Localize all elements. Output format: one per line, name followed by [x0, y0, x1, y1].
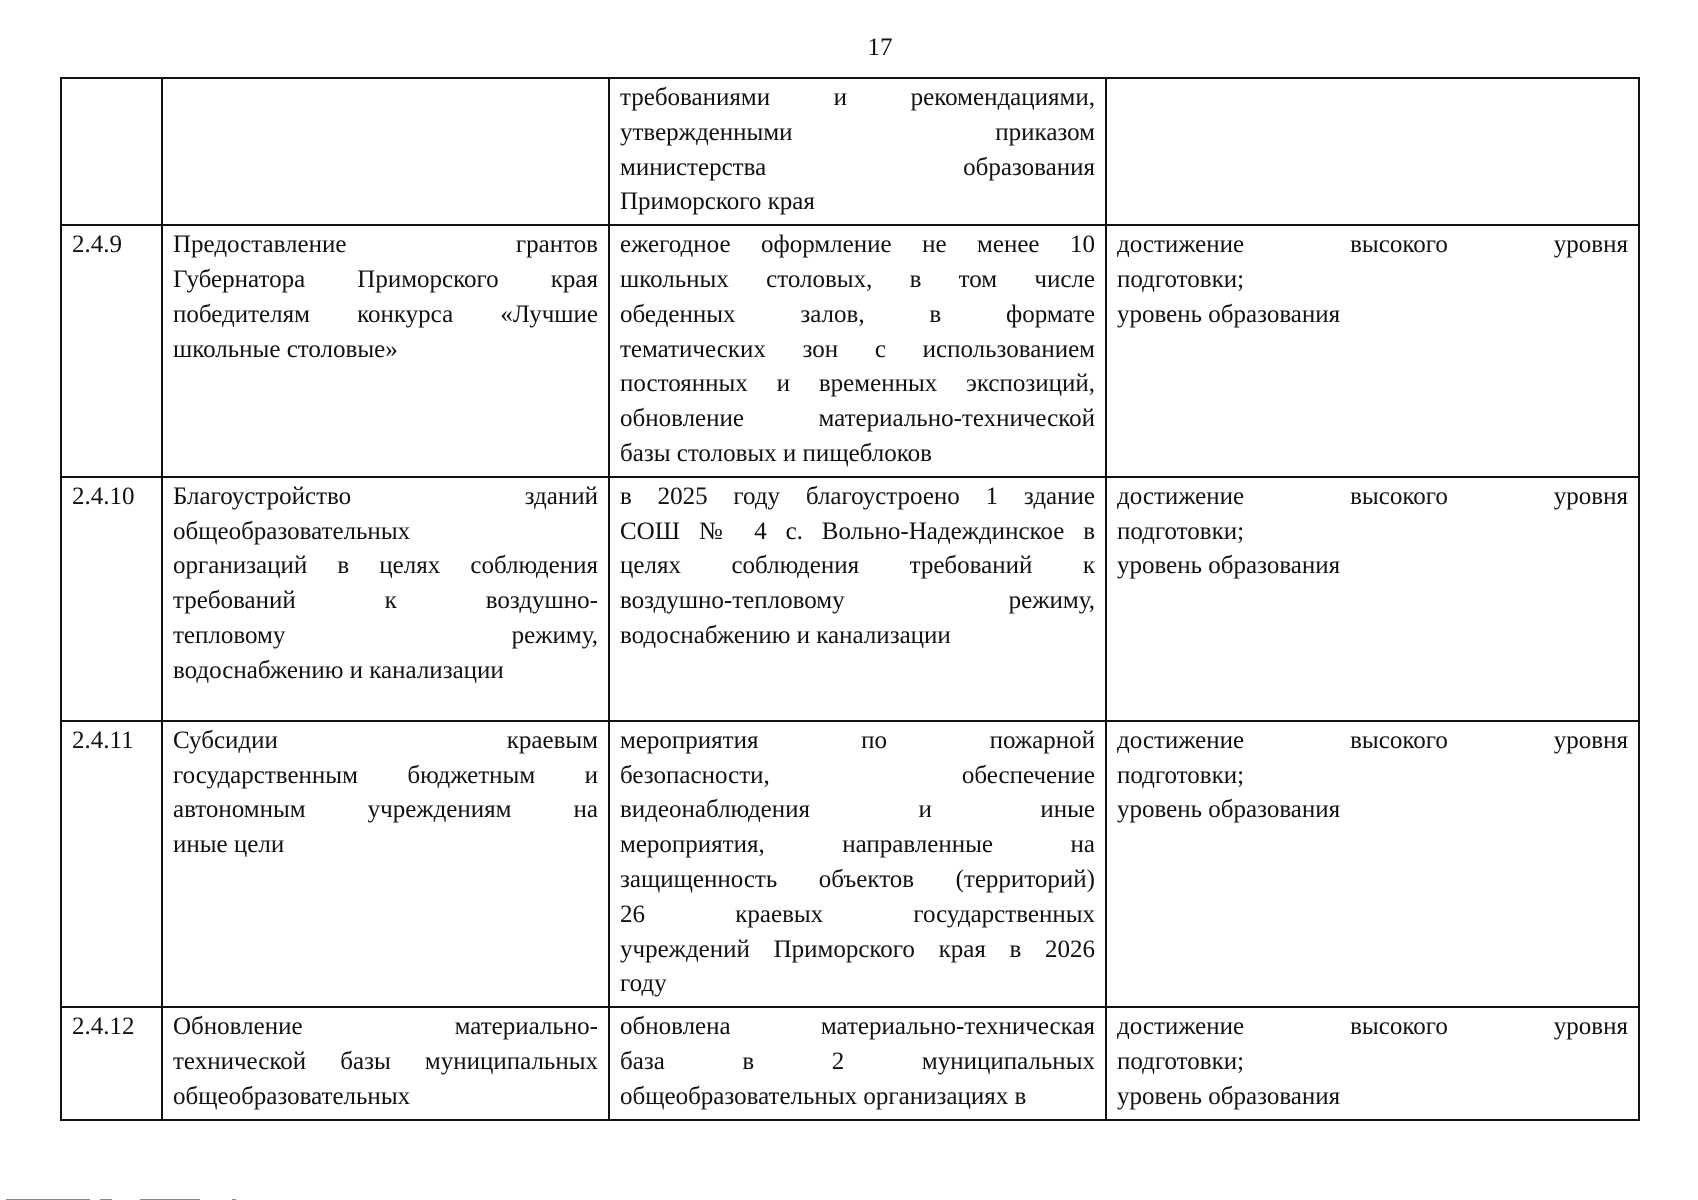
cell-measure-name [162, 477, 609, 721]
text-line: в 2025 году благоустроено 1 здание [620, 482, 1095, 510]
text-line: 26 краевых государственных [620, 900, 1095, 928]
text-line: водоснабжению и канализации [620, 621, 951, 649]
table-row [61, 477, 1639, 721]
text-line: достижение высокого уровня [1117, 482, 1628, 510]
text-line: технической базы муниципальных [173, 1047, 598, 1075]
cell-result [609, 477, 1106, 721]
text-line: организаций в целях соблюдения [173, 552, 598, 580]
measures-table [60, 77, 1640, 1121]
table-row [61, 78, 1639, 225]
text-line: Предоставление грантов [173, 231, 598, 259]
text-line: автономным учреждениям на [173, 796, 598, 824]
cell-number [61, 1007, 162, 1119]
text-line: государственным бюджетным и [173, 761, 598, 789]
cell-number [61, 78, 162, 225]
text-line: обновлена материально-техническая [620, 1013, 1095, 1041]
cell-effect [1106, 225, 1639, 477]
text-line: школьных столовых, в том числе [620, 265, 1095, 293]
page-number: 17 [867, 34, 893, 61]
cell-result [609, 721, 1106, 1007]
table-row [61, 721, 1639, 1007]
text-line: Губернатора Приморского края [173, 265, 598, 293]
text-line: мероприятия, направленные на [620, 831, 1095, 859]
text-line: целях соблюдения требований к [620, 552, 1095, 580]
text-line: достижение высокого уровня [1117, 231, 1628, 259]
text-line: иные цели [173, 831, 285, 859]
text-line: СОШ № 4 с. Вольно-Надеждинское в [620, 517, 1095, 545]
table-row [61, 1007, 1639, 1119]
text-line: подготовки; [1117, 517, 1245, 545]
cell-effect [1106, 477, 1639, 721]
text-line: школьные столовые» [173, 335, 398, 363]
text-line: видеонаблюдения и иные [620, 796, 1095, 824]
cell-measure-name [162, 721, 609, 1007]
text-line: безопасности, обеспечение [620, 761, 1095, 789]
text-line: уровень образования [1117, 552, 1341, 580]
text-line: защищенность объектов (территорий) [620, 865, 1095, 893]
cell-measure-name [162, 225, 609, 477]
text-line: утвержденными приказом [620, 118, 1095, 146]
text-line: министерства образования [620, 153, 1095, 181]
text-line: подготовки; [1117, 1047, 1245, 1075]
text-line: Субсидии краевым [173, 726, 598, 754]
text-line: достижение высокого уровня [1117, 726, 1628, 754]
cell-number [61, 477, 162, 721]
text-line: требований к воздушно- [173, 587, 598, 615]
cell-effect [1106, 721, 1639, 1007]
row-number: 2.4.10 [72, 482, 135, 510]
cell-result [609, 1007, 1106, 1119]
cell-effect [1106, 1007, 1639, 1119]
text-line: тепловому режиму, [173, 621, 598, 649]
text-line: воздушно-тепловому режиму, [620, 587, 1095, 615]
row-number: 2.4.12 [72, 1013, 135, 1041]
text-line: Обновление материально- [173, 1013, 598, 1041]
text-line: ежегодное оформление не менее 10 [620, 231, 1095, 259]
cell-number [61, 225, 162, 477]
text-line: постоянных и временных экспозиций, [620, 370, 1095, 398]
cell-measure-name [162, 1007, 609, 1119]
row-number: 2.4.9 [72, 231, 122, 259]
text-line: база в 2 муниципальных [620, 1047, 1095, 1075]
text-line: общеобразовательных [173, 1082, 411, 1110]
text-line: обеденных залов, в формате [620, 300, 1095, 328]
text-line: году [620, 970, 667, 998]
text-line: Благоустройство зданий [173, 482, 598, 510]
row-number: 2.4.11 [72, 726, 134, 754]
cell-result [609, 78, 1106, 225]
text-line: победителям конкурса «Лучшие [173, 300, 598, 328]
text-line: Приморского края [620, 188, 815, 216]
table-row [61, 225, 1639, 477]
text-line: требованиями и рекомендациями, [620, 84, 1095, 111]
text-line: учреждений Приморского края в 2026 [620, 935, 1095, 963]
cell-measure-name [162, 78, 609, 225]
text-line: базы столовых и пищеблоков [620, 439, 932, 467]
text-line: подготовки; [1117, 265, 1245, 293]
text-line: уровень образования [1117, 300, 1341, 328]
text-line: достижение высокого уровня [1117, 1013, 1628, 1041]
text-line: водоснабжению и канализации [173, 656, 504, 684]
text-line: уровень образования [1117, 796, 1341, 824]
text-line: уровень образования [1117, 1082, 1341, 1110]
text-line: подготовки; [1117, 761, 1245, 789]
text-line: мероприятия по пожарной [620, 726, 1095, 754]
cell-number [61, 721, 162, 1007]
cell-effect [1106, 78, 1639, 225]
text-line: тематических зон с использованием [620, 335, 1095, 363]
text-line: общеобразовательных [173, 517, 411, 545]
text-line: обновление материально-технической [620, 405, 1095, 433]
text-line: общеобразовательных организациях в [620, 1082, 1027, 1110]
cell-result [609, 225, 1106, 477]
